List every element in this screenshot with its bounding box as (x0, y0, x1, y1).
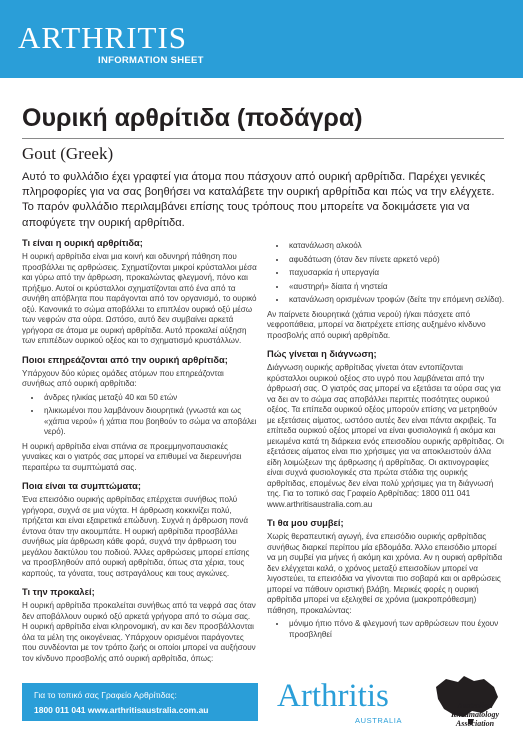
header-banner (0, 0, 523, 78)
title-divider (22, 138, 504, 139)
language-label: Gout (Greek) (22, 144, 114, 163)
section-text-outcome: Χωρίς θεραπευτική αγωγή, ένα επεισόδιο ουρικής αρθρίτιδας συνήθως διαρκεί περίπου μία εβδομάδα. Άλλο επεισόδιο μπορεί να μη συμβεί για μήνες ή ακόμη και χρόνια. Αν η ουρική αρθρίτιδα δεν ελέγχεται καλά, ο χρόνος μεταξύ επεισοδίων μπορεί να λιγοστεύει, τα επεισόδια να γίνονται πιο σοβαρά και οι αρθρώσεις μπορεί να πάθουν οριστική βλάβη. Μερικές φορές η ουρική αρθρίτιδα μπορεί να εξελιχθεί σε χρόνια (μακροπρόθεσμη) πάθηση, προκαλώντας: (267, 532, 503, 615)
left-column (22, 238, 258, 667)
logo-wordmark: Arthritis (277, 678, 389, 714)
outcome-bullet-list (267, 619, 505, 640)
contact-box (22, 683, 258, 721)
list-item: • «αυστηρή» δίαιτα ή νηστεία (287, 282, 505, 293)
list-item: • άνδρες ηλικίας μεταξύ 40 και 50 ετών (42, 393, 258, 404)
section-text-causes: Η ουρική αρθρίτιδα προκαλείται συνήθως από τα νεφρά σας όταν δεν αποβάλλουν ουρικό οξύ αρκετά γρήγορα από το σώμα σας. Η ουρική αρθρίτιδα είναι κληρονομική, αν και δεν προσβάλλονται όλα τα μέλη της οικογένειας. Υπάρχουν ορισμένοι παράγοντες που συνδέονται με τον τρόπο ζωής οι οποίοι μπορεί να αυξήσουν τον κίνδυνο προσβολής από ουρική αρθρίτιδα, όπως: (22, 601, 256, 663)
causes-bullet-list (267, 241, 505, 306)
section-heading-what-is: Τι είναι η ουρική αρθρίτιδα; (22, 238, 143, 248)
ara-logo (428, 673, 508, 735)
section-heading-who: Ποιοι επηρεάζονται από την ουρική αρθρίτιδα; (22, 354, 228, 365)
section-text-what-is: Η ουρική αρθρίτιδα είναι μια κοινή και οδυνηρή πάθηση που προσβάλλει τις αρθρώσεις. Σχηματίζονται μικροί κρύσταλλοι μέσα και γύρω από την άρθρωση, προκαλώντας φλεγμονή, πόνο και πρήξιμο. Αυτοί οι κρύσταλλοι σχηματίζονται από ένα από τα συνήθη απόβλητα που παράγονται από τον οργανισμό, το ουρικό οξύ. Κανονικά το σώμα αποβάλλει το επιπλέον ουρικό οξύ μέσω των νεφρών στα ούρα. Ωστόσο, αυτό δεν συμβαίνει αρκετά γρήγορα σε άτομα με ουρική αρθρίτιδα. Αυτό προκαλεί αύξηση των επιπέδων ουρικού οξέος και το σχηματισμό κρυστάλλων. (22, 252, 257, 345)
section-heading-outcome: Τι θα μου συμβεί; (267, 518, 344, 528)
list-item: • παχυσαρκία ή υπεργαγία (287, 268, 505, 279)
logo-country: AUSTRALIA (355, 716, 403, 725)
page-title: Ουρική αρθρίτιδα (ποδάγρα) (22, 104, 363, 132)
brand-title: ARTHRITIS (18, 20, 188, 55)
section-text-who: Υπάρχουν δύο κύριες ομάδες ατόμων που επηρεάζονται συνήθως από ουρική αρθρίτιδα: (22, 368, 224, 388)
list-item: • κατανάλωση ορισμένων τροφών (δείτε την επόμενη σελίδα). (287, 295, 505, 306)
section-text-diuretics: Αν παίρνετε διουρητικά (χάπια νερού) ή/και πάσχετε από νεφροπάθεια, μπορεί να διατρέχετε επίσης αυξημένο κίνδυνο προσβολής από ουρική αρθρίτιδα. (267, 309, 486, 340)
contact-phone-web: 1800 011 041 www.arthritisaustralia.com.au (34, 705, 209, 715)
list-item: • ηλικιωμένοι που λαμβάνουν διουρητικά (γνωστά και ως «χάπια νερού» ή χάπια που βοηθούν το σώμα να αποβάλει νερό). (42, 406, 258, 438)
list-item: • μόνιμο ήπιο πόνο & φλεγμονή των αρθρώσεων που έχουν προσβληθεί (287, 619, 505, 640)
arthritis-australia-logo (275, 680, 425, 730)
who-bullet-list (22, 393, 258, 438)
section-text-symptoms: Ένα επεισόδιο ουρικής αρθρίτιδας επέρχεται συνήθως πολύ γρήγορα, συχνά σε μια νύχτα. Η άρθρωση κοκκινίζει πολύ, πρήζεται και είναι εξαιρετικά επώδυνη. Συχνά η άρθρωση πονά έντονα όταν την ακουμπάτε. Η ουρική αρθρίτιδα προσβάλλει συνήθως μία άρθρωση κάθε φορά, συχνά την άρθρωση του μεγάλου δακτύλου του ποδιού. Άλλες αρθρώσεις μπορεί επίσης να προσβληθούν από ουρική αρθρίτιδα, όπως στα χέρια, τους καρπούς, τα γόνατα, τους αστραγάλους και τους αγκώνες. (22, 495, 250, 578)
section-text-who-after: Η ουρική αρθρίτιδα είναι σπάνια σε προεμμηνοπαυσιακές γυναίκες και ο γιατρός σας μπορεί να επιθυμεί να διερευνήσει περαιτέρω τα συμπτώματά σας. (22, 441, 242, 472)
section-heading-causes: Τι την προκαλεί; (22, 587, 95, 597)
brand-subtitle: INFORMATION SHEET (98, 55, 204, 66)
right-column (267, 241, 505, 644)
list-item: • κατανάλωση αλκοόλ (287, 241, 505, 252)
intro-paragraph: Αυτό το φυλλάδιο έχει γραφτεί για άτομα που πάσχουν από ουρική αρθρίτιδα. Παρέχει γενικές πληροφορίες για να σας βοηθήσει να καταλάβετε την ουρική αρθρίτιδα και πώς να την ελέγχετε. Το παρόν φυλλάδιο περιλαμβάνει επίσης τους τρόπους που μπορείτε να δοκιμάσετε για να αποφύγετε την ουρική αρθρίτιδα. (22, 171, 495, 229)
contact-line: Για το τοπικό σας Γραφείο Αρθρίτιδας: (34, 690, 177, 700)
section-heading-symptoms: Ποια είναι τα συμπτώματα; (22, 481, 141, 491)
section-heading-diagnosis: Πώς γίνεται η διάγνωση; (267, 349, 377, 359)
section-text-diagnosis: Διάγνωση ουρικής αρθρίτιδας γίνεται όταν εντοπίζονται κρύσταλλοι ουρικού οξέος στο υγρό που λαμβάνεται από την άρθρωσή σας. Ο γιατρός σας μπορεί να εξετάσει τα ούρα σας για να δει αν το σώμα σας αποβάλλει περιττές ποσότητες ουρικού οξέος. Τα επίπεδα ουρικού οξέος μπορούν επίσης να μετρηθούν με εξετάσεις αίματος, ωστόσο αυτές δεν είναι πάντα ακριβείς. Τα επίπεδα ουρικού οξέος μπορεί να είναι φυσιολογικά ή ακόμα και μειωμένα κατά τη διάρκεια ενός επεισοδίου ουρικής αρθρίτιδας. Οι εξετάσεις αίματος είναι πιο χρήσιμες για να αποκλειστούν άλλα είδη λοιμώξεων της άρθρωσης ή αρθρίτιδας. Οι ακτινογραφίες είναι συχνά φυσιολογικές στα πρώτα στάδια της ουρικής αρθρίτιδας, επομένως δεν είναι πολύ χρήσιμες για τη διάγνωσή της. Για το τοπικό σας Γραφείο Αρθρίτιδας: 1800 011 041 www.arthritisaustralia.com.au (267, 363, 504, 509)
ara-text: Australian Rheumatology Association (450, 701, 499, 728)
list-item: • αφυδάτωση (όταν δεν πίνετε αρκετό νερό) (287, 255, 505, 266)
